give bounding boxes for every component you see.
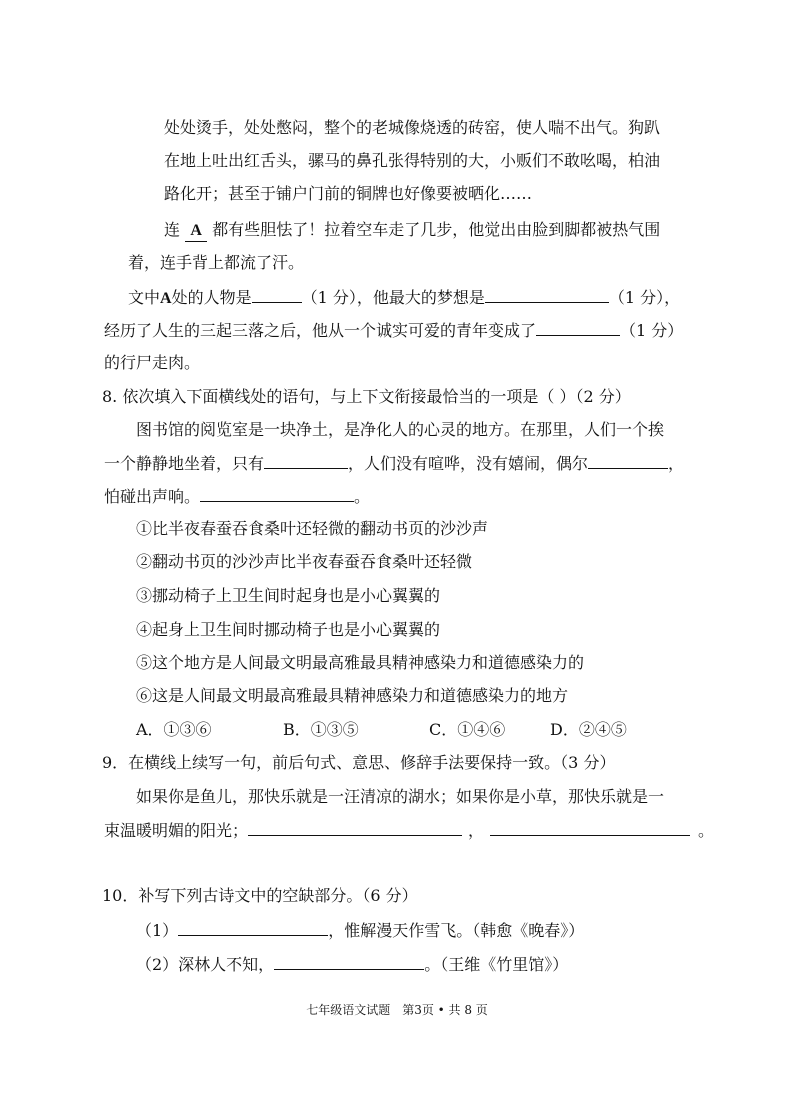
q9-text: 束温暖明媚的阳光； (104, 821, 249, 840)
q10-text: ，惟解漫天作雪飞。（韩愈《晚春》） (328, 921, 585, 940)
q8-option-item: ③挪动椅子上卫生间时起身也是小心翼翼的 (136, 586, 441, 605)
q10-title: 10．补写下列古诗文中的空缺部分。（6 分） (102, 886, 418, 905)
choice-d[interactable]: D．②④⑤ (550, 720, 627, 739)
answer-blank[interactable] (490, 820, 690, 836)
q8-option-item: ②翻动书页的沙沙声比半夜春蚕吞食桑叶还轻微 (136, 552, 473, 571)
q7-text: （1 分） (620, 321, 684, 340)
q10-text: 。（王维《竹里馆》） (424, 955, 569, 974)
passage-line: 路化开；甚至于铺户门前的铜牌也好像要被晒化…… (164, 184, 533, 203)
q7-text: 经历了人生的三起三落之后，他从一个诚实可爱的青年变成了 (104, 321, 537, 340)
q8-text: ， (668, 454, 685, 473)
q8-line (104, 453, 684, 474)
q8-text: 怕碰出声响。 (104, 487, 201, 506)
q7-text: （1 分）， (608, 288, 681, 307)
q8-text: ，人们没有喧哗，没有嬉闹，偶尔 (348, 454, 589, 473)
passage-text: 连 (164, 220, 181, 239)
q10-item (136, 954, 568, 975)
q7-line (104, 320, 683, 341)
q8-option-item: ⑤这个地方是人间最文明最高雅最具精神感染力和道德感染力的 (136, 653, 585, 672)
answer-blank[interactable] (248, 820, 462, 836)
q9-text: ， (468, 821, 485, 840)
q7-line (128, 287, 680, 309)
answer-blank[interactable] (178, 920, 328, 936)
q10-text: （2）深林人不知， (136, 955, 275, 974)
q7-text: 处的人物是 (171, 288, 252, 307)
q8-text: 。 (354, 487, 371, 506)
q9-line (104, 820, 714, 841)
choice-c[interactable]: C．①④⑥ (429, 720, 506, 739)
answer-blank[interactable] (485, 287, 609, 303)
q7-letter: A (160, 290, 172, 307)
q7-line: 的行尸走肉。 (104, 353, 201, 372)
q7-text: 文中 (128, 288, 161, 307)
q8-title: 8. 依次填入下面横线处的语句，与上下文衔接最恰当的一项是（ ）（2 分） (102, 387, 631, 406)
choice-b[interactable]: B．①③⑤ (283, 720, 359, 739)
answer-blank[interactable] (536, 320, 620, 336)
q7-text: （1 分），他最大的梦想是 (301, 288, 485, 307)
passage-line: 在地上吐出红舌头，骡马的鼻孔张得特别的大，小贩们不敢吆喝，柏油 (164, 151, 661, 170)
passage-line: 处处烫手，处处憋闷，整个的老城像烧透的砖窑，使人喘不出气。狗趴 (164, 118, 661, 137)
passage-text: 都有些胆怯了！拉着空车走了几步，他觉出由脸到脚都被热气围 (212, 220, 661, 239)
answer-blank[interactable] (252, 287, 302, 303)
q10-text: （1） (136, 921, 179, 940)
answer-blank[interactable] (588, 453, 668, 469)
answer-blank[interactable] (274, 954, 424, 970)
character-letter: A (185, 221, 207, 242)
passage-line: 着，连手背上都流了汗。 (128, 253, 305, 272)
q9-line: 如果你是鱼儿，那快乐就是一汪清凉的湖水；如果你是小草，那快乐就是一 (136, 787, 665, 806)
answer-blank[interactable] (200, 486, 354, 502)
q8-option-item: ⑥这是人间最文明最高雅最具精神感染力和道德感染力的地方 (136, 686, 569, 705)
page-footer: 七年级语文试题 第3页 • 共 8 页 (306, 1003, 488, 1017)
q9-title: 9．在横线上续写一句，前后句式、意思、修辞手法要保持一致。（3 分） (102, 753, 616, 772)
choice-a[interactable]: A．①③⑥ (136, 720, 212, 739)
q8-line: 图书馆的阅览室是一块净土，是净化人的心灵的地方。在那里，人们一个挨 (136, 420, 665, 439)
q8-option-item: ④起身上卫生间时挪动椅子也是小心翼翼的 (136, 620, 441, 639)
q9-text: 。 (698, 821, 715, 840)
answer-blank[interactable] (264, 453, 348, 469)
q10-item (136, 920, 584, 941)
passage-line (164, 220, 660, 242)
q8-option-item: ①比半夜春蚕吞食桑叶还轻微的翻动书页的沙沙声 (136, 519, 489, 538)
q8-text: 一个静静地坐着，只有 (104, 454, 265, 473)
q8-line (104, 486, 370, 507)
